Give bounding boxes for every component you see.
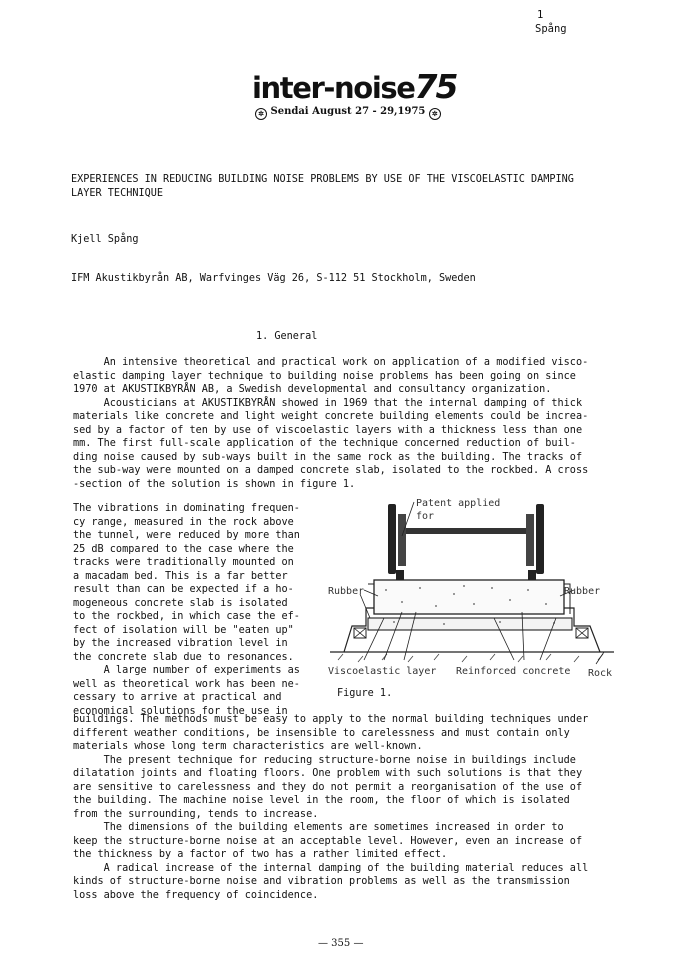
- seal-icon: ✲: [255, 108, 267, 120]
- label-reinforced: Reinforced concrete: [456, 666, 571, 677]
- label-patent-2: for: [416, 511, 435, 522]
- conference-logo: [252, 67, 457, 106]
- page-footer: — 355 —: [318, 938, 364, 949]
- figure-caption: Figure 1.: [337, 688, 393, 699]
- concrete-slab: [374, 580, 564, 614]
- author-short: Spång: [535, 23, 567, 35]
- rail-left: [396, 570, 404, 580]
- logo-text: inter-noise: [252, 71, 415, 105]
- wheel-left: [388, 504, 396, 574]
- figure-cross-section: [324, 492, 620, 684]
- label-rubber-left: Rubber: [328, 586, 365, 597]
- rock-hatch: [338, 654, 603, 662]
- lower-slab: [368, 618, 572, 630]
- label-viscoelastic: Viscoelastic layer: [328, 666, 437, 677]
- event-line: [255, 106, 441, 120]
- paper-title: EXPERIENCES IN REDUCING BUILDING NOISE PROBLEMS BY USE OF THE VISCOELASTIC DAMPING LAYER TECHNIQUE: [71, 174, 574, 199]
- author-name: Kjell Spång: [71, 234, 139, 245]
- logo-year: 75: [414, 67, 457, 106]
- axle: [406, 528, 526, 534]
- page-number: 1: [537, 9, 544, 21]
- wheel-right: [536, 504, 544, 574]
- label-rubber-right: Rubber: [564, 586, 601, 597]
- label-rock: Rock: [588, 668, 613, 679]
- seal-icon: ✲: [429, 108, 441, 120]
- event-text: Sendai August 27 - 29,1975: [270, 106, 426, 117]
- section-heading: 1. General: [256, 331, 318, 342]
- affiliation: IFM Akustikbyrån AB, Warfvinges Väg 26, S-112 51 Stockholm, Sweden: [71, 273, 476, 284]
- label-patent: Patent applied: [416, 498, 501, 509]
- paragraph-intro: An intensive theoretical and practical work on application of a modified visco- elastic damping layer technique to building noise problems has been going on since 1970 at AKUSTIKBYRÅN AB, a Swedish developmental and consultancy organization. Acousticians at AKUSTIKBYRÅN showed in 1969 that the internal damping of thick materials like concrete and light weight concrete building elements could be increa- sed by a factor of ten by use of viscoelastic layers with a thickness less than one mm. The first full-scale application of the technique concerned reduction of buil- ding noise caused by sub-ways built in the same rock as the building. The tracks of the sub-way were mounted on a damped concrete slab, isolated to the rockbed. A cross -section of the solution is shown in figure 1.: [73, 357, 589, 490]
- running-header: [535, 8, 567, 36]
- rail-right: [528, 570, 536, 580]
- paragraph-left-column: The vibrations in dominating frequen- cy range, measured in the rock above the tunnel, were reduced by more than 25 dB compared to the case where the tracks were traditionally mounted on a macadam bed. This is a far better result than can be expected if a ho- mogeneous concrete slab is isolated to the rockbed, in which case the ef- fect of isolation will be "eaten up" by the increased vibration level in the concrete slab due to resonances. A large number of experiments as well as theoretical work has been ne- cessary to arrive at practical and economical solutions for the use in: [73, 503, 300, 717]
- paragraph-main: buildings. The methods must be easy to apply to the normal building techniques under different weather conditions, be insensible to carelessness and must contain only materials whose long term characteristics are well-known. The present technique for reducing structure-borne noise in buildings include dilatation joints and floating floors. One problem with such solutions is that they are sensitive to carelessness and they do not permit a reorganisation of the use of the building. The machine noise level in the room, the floor of which is isolated from the surrounding, tends to increase. The dimensions of the building elements are sometimes increased in order to keep the structure-borne noise at an acceptable level. However, even an increase of the thickness by a factor of two has a rather limited effect. A radical increase of the internal damping of the building material reduces all kinds of structure-borne noise and vibration problems as well as the transmission loss above the frequency of coincidence.: [73, 714, 589, 901]
